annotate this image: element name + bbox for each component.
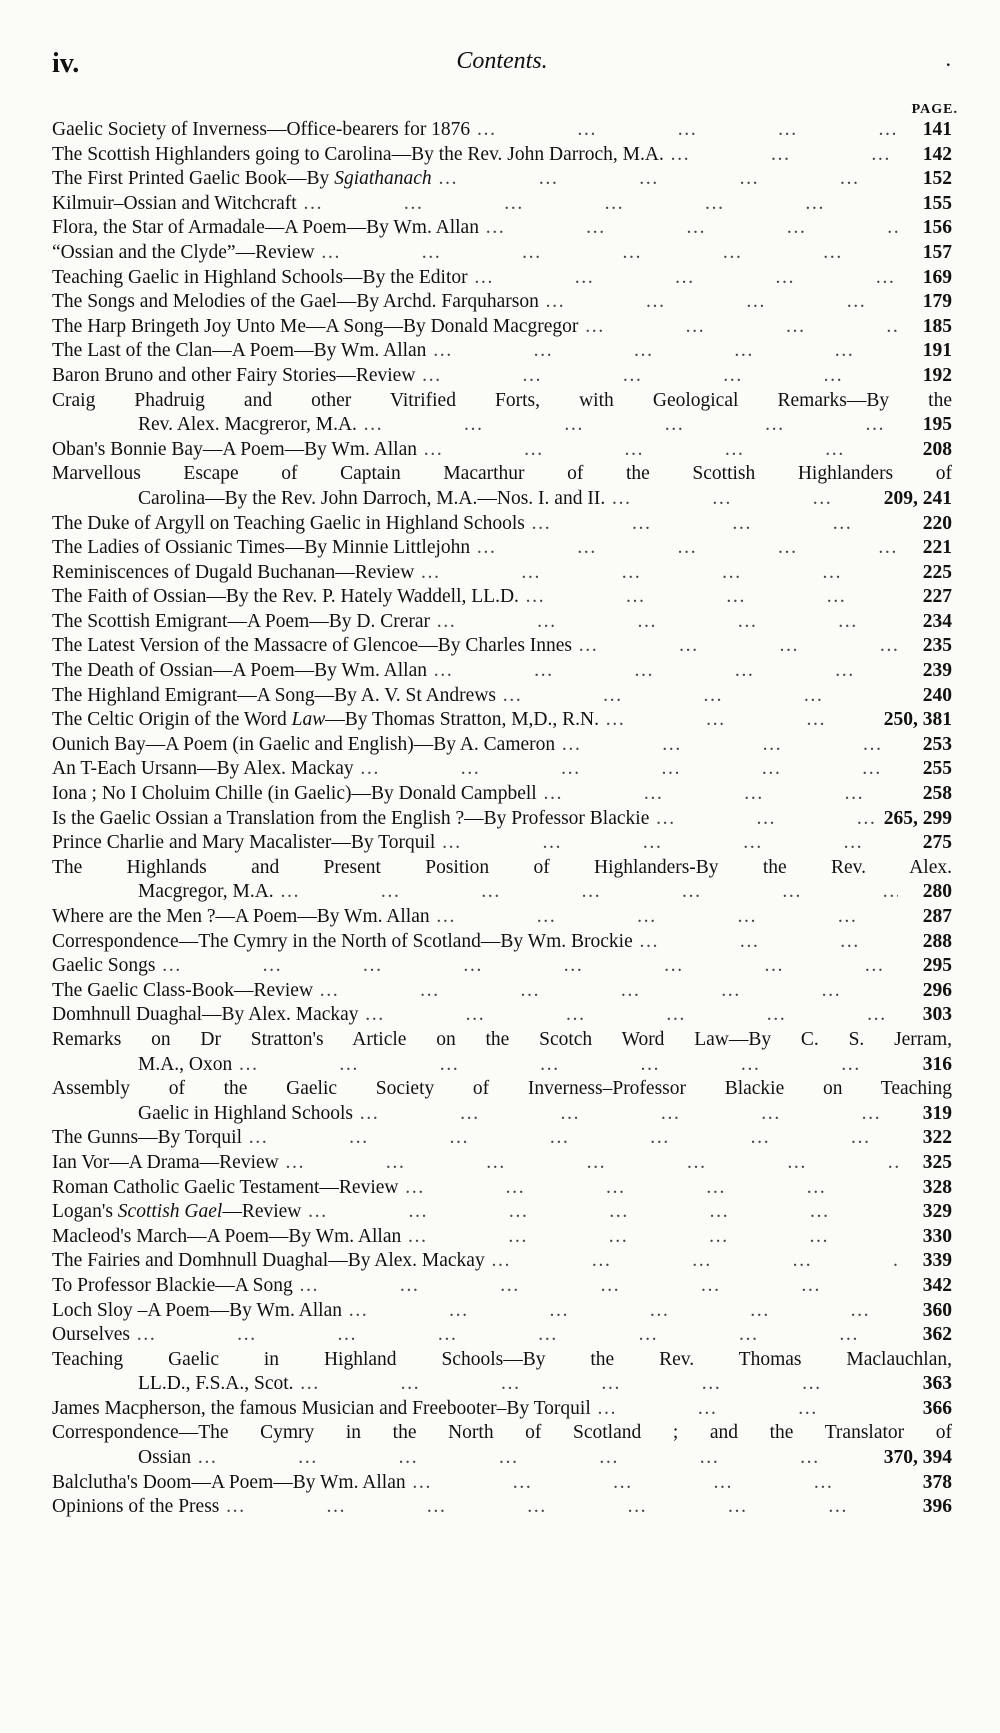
toc-entry-title: The Death of Ossian—A Poem—By Wm. Allan bbox=[52, 660, 427, 682]
toc-entry-page: 209, 241 bbox=[883, 487, 952, 509]
leader-dots bbox=[426, 339, 898, 364]
toc-entry-title: Flora, the Star of Armadale—A Poem—By Wm. Allan bbox=[52, 217, 479, 239]
leader-dots bbox=[633, 930, 898, 955]
toc-entry bbox=[52, 1200, 952, 1225]
leader-dots bbox=[414, 561, 898, 586]
toc-entry bbox=[52, 512, 952, 537]
toc-entry-page: 240 bbox=[922, 684, 952, 706]
toc-entry-page: 366 bbox=[922, 1397, 952, 1419]
toc-entry-title: Ounich Bay—A Poem (in Gaelic and English)—By A. Cameron bbox=[52, 733, 556, 755]
toc-entry bbox=[52, 1176, 952, 1201]
leader-dots bbox=[496, 684, 898, 709]
toc-entry-page: 328 bbox=[922, 1176, 952, 1198]
leader-dots bbox=[354, 757, 898, 782]
toc-entry bbox=[52, 1495, 952, 1520]
toc-entry-title: James Macpherson, the famous Musician and Freebooter–By Torquil bbox=[52, 1397, 591, 1419]
toc-entry bbox=[52, 930, 952, 955]
toc-entry-page: 330 bbox=[922, 1225, 952, 1247]
contents-page bbox=[52, 48, 958, 1520]
toc-entry bbox=[52, 266, 952, 291]
toc-entry bbox=[52, 1028, 952, 1077]
leader-dots bbox=[649, 807, 883, 832]
toc-entry-page: 303 bbox=[922, 1004, 952, 1026]
toc-entry bbox=[52, 364, 952, 389]
leader-dots bbox=[578, 315, 898, 340]
toc-entry-page: 227 bbox=[922, 586, 952, 608]
leader-dots bbox=[274, 880, 898, 905]
toc-entry-page: 155 bbox=[922, 192, 952, 214]
toc-entry-title: Reminiscences of Dugald Buchanan—Review bbox=[52, 561, 415, 583]
toc-entry bbox=[52, 1421, 952, 1470]
toc-entry-page: 157 bbox=[922, 241, 952, 263]
toc-entry-title: The Songs and Melodies of the Gael—By Archd. Farquharson bbox=[52, 291, 539, 313]
leader-dots bbox=[591, 1397, 898, 1422]
leader-dots bbox=[485, 1249, 898, 1274]
leader-dots bbox=[435, 831, 898, 856]
toc-entry bbox=[52, 339, 952, 364]
toc-entry bbox=[52, 1471, 952, 1496]
toc-entry-page: 265, 299 bbox=[883, 807, 952, 829]
leader-dots bbox=[353, 1102, 898, 1127]
toc-entry bbox=[52, 1397, 952, 1422]
toc-entry-title: An T-Each Ursann—By Alex. Mackay bbox=[52, 758, 354, 780]
toc-entry-page: 250, 381 bbox=[883, 709, 952, 731]
toc-entry bbox=[52, 905, 952, 930]
toc-entry-title: Where are the Men ?—A Poem—By Wm. Allan bbox=[52, 906, 430, 927]
leader-dots bbox=[297, 192, 898, 217]
toc-entry-page: 288 bbox=[922, 930, 952, 952]
toc-entry bbox=[52, 143, 952, 168]
toc-entry bbox=[52, 979, 952, 1004]
leader-dots bbox=[519, 585, 898, 610]
toc-entry-page: 362 bbox=[922, 1324, 952, 1346]
toc-entry bbox=[52, 315, 952, 340]
leader-dots bbox=[315, 241, 898, 266]
toc-entry bbox=[52, 192, 952, 217]
toc-entry-title: The Latest Version of the Massacre of Glencoe—By Charles Innes bbox=[52, 635, 573, 657]
toc-entry-page: 360 bbox=[922, 1299, 952, 1321]
toc-entry-page: 152 bbox=[922, 168, 952, 190]
leader-dots bbox=[357, 413, 898, 438]
toc-entry-page: 239 bbox=[922, 660, 952, 682]
leader-dots bbox=[342, 1299, 898, 1324]
toc-entry-page: 253 bbox=[922, 733, 952, 755]
toc-entry-title: The Fairies and Domhnull Duaghal—By Alex. Mackay bbox=[52, 1250, 485, 1272]
toc-entry-page: 396 bbox=[922, 1496, 952, 1518]
toc-entry-title: Loch Sloy –A Poem—By Wm. Allan bbox=[52, 1299, 342, 1321]
leader-dots bbox=[432, 167, 898, 192]
toc-entry-page: 192 bbox=[922, 364, 952, 386]
toc-entry bbox=[52, 708, 952, 733]
toc-entry-title: The First Printed Gaelic Book—By Sgiathanach bbox=[52, 168, 432, 190]
toc-entry-title: Opinions of the Press bbox=[52, 1496, 220, 1518]
toc-entry bbox=[52, 1151, 952, 1176]
toc-entry-page: 329 bbox=[922, 1201, 952, 1223]
leader-dots bbox=[470, 118, 898, 143]
toc-entry-title: Carolina—By the Rev. John Darroch, M.A.—Nos. I. and II. bbox=[138, 487, 606, 509]
leader-dots bbox=[430, 610, 898, 635]
leader-dots bbox=[525, 512, 898, 537]
leader-dots bbox=[537, 782, 898, 807]
toc-entry-title: Gaelic in Highland Schools bbox=[138, 1102, 354, 1124]
leader-dots bbox=[468, 266, 898, 291]
toc-entry-title: Iona ; No I Choluim Chille (in Gaelic)—By Donald Campbell bbox=[52, 783, 537, 805]
toc-entry-title: LL.D., F.S.A., Scot. bbox=[138, 1373, 294, 1395]
toc-entry-page: 342 bbox=[922, 1274, 952, 1296]
toc-entry-page: 191 bbox=[922, 340, 952, 362]
toc-entry bbox=[52, 462, 952, 511]
leader-dots bbox=[293, 1274, 898, 1299]
toc-entry-title: The Celtic Origin of the Word Law—By Thomas Stratton, M,D., R.N. bbox=[52, 709, 599, 731]
leader-dots bbox=[605, 487, 884, 512]
toc-entry-title: Oban's Bonnie Bay—A Poem—By Wm. Allan bbox=[52, 438, 417, 460]
leader-dots bbox=[398, 1176, 898, 1201]
leader-dots bbox=[219, 1495, 898, 1520]
toc-entry-page: 322 bbox=[922, 1127, 952, 1149]
leader-dots bbox=[539, 290, 898, 315]
toc-entry bbox=[52, 438, 952, 463]
toc-entry-title: The Gunns—By Torquil bbox=[52, 1127, 243, 1149]
toc-entry-page: 370, 394 bbox=[883, 1447, 952, 1469]
toc-entry-title: Kilmuir–Ossian and Witchcraft bbox=[52, 192, 297, 214]
toc-entry bbox=[52, 954, 952, 979]
toc-entry-page: 275 bbox=[922, 832, 952, 854]
toc-entry bbox=[52, 1323, 952, 1348]
toc-entry bbox=[52, 782, 952, 807]
leader-dots bbox=[664, 143, 898, 168]
toc-entry bbox=[52, 1249, 952, 1274]
toc-entry bbox=[52, 1348, 952, 1397]
toc-entry-page: 280 bbox=[922, 881, 952, 903]
toc-entry bbox=[52, 389, 952, 438]
toc-entry-title: Is the Gaelic Ossian a Translation from the English ?—By Professor Blackie bbox=[52, 807, 650, 829]
toc-entry bbox=[52, 1003, 952, 1028]
toc-entry-title: The Faith of Ossian—By the Rev. P. Hately Waddell, LL.D. bbox=[52, 586, 519, 608]
toc-entry-page: 169 bbox=[922, 266, 952, 288]
toc-entry-title: Ossian bbox=[138, 1447, 192, 1469]
toc-entry-title-italic: Law bbox=[291, 709, 326, 731]
toc-entry bbox=[52, 684, 952, 709]
page-column-label: PAGE. bbox=[911, 102, 958, 117]
toc-entry-title-line: Remarks on Dr Stratton's Article on the Scotch Word Law—By C. S. Jerram, bbox=[52, 1028, 952, 1050]
leader-dots bbox=[279, 1151, 898, 1176]
toc-entry-page: 295 bbox=[922, 955, 952, 977]
toc-entry-page: 363 bbox=[922, 1373, 952, 1395]
leader-dots bbox=[479, 216, 898, 241]
leader-dots bbox=[232, 1053, 898, 1078]
toc-entry-title: To Professor Blackie—A Song bbox=[52, 1274, 293, 1296]
toc-entry-title: Macleod's March—A Poem—By Wm. Allan bbox=[52, 1225, 402, 1247]
toc-entry-title: Baron Bruno and other Fairy Stories—Review bbox=[52, 364, 416, 386]
toc-entry bbox=[52, 290, 952, 315]
toc-entry-title: Macgregor, M.A. bbox=[138, 881, 274, 903]
folio-number: iv. bbox=[52, 48, 80, 79]
leader-dots bbox=[427, 659, 898, 684]
toc-entry-title: Ourselves bbox=[52, 1324, 130, 1346]
leader-dots bbox=[401, 1225, 898, 1250]
toc-entry-title-italic: Sgiathanach bbox=[334, 168, 432, 190]
toc-entry bbox=[52, 241, 952, 266]
toc-entry-page: 258 bbox=[922, 783, 952, 805]
toc-entry-title: The Scottish Emigrant—A Poem—By D. Crerar bbox=[52, 610, 431, 632]
leader-dots bbox=[406, 1471, 898, 1496]
toc-entry-title-line: Craig Phadruig and other Vitrified Forts, with Geological Remarks—By the bbox=[52, 389, 952, 411]
leader-dots bbox=[599, 708, 884, 733]
toc-entry-title: Rev. Alex. Macgreror, M.A. bbox=[138, 414, 357, 436]
toc-entry-page: 378 bbox=[922, 1471, 952, 1493]
toc-entry bbox=[52, 561, 952, 586]
toc-entry-page: 195 bbox=[922, 414, 952, 436]
toc-entry-title: Gaelic Songs bbox=[52, 955, 156, 977]
toc-entry-title-line: Assembly of the Gaelic Society of Inverness–Professor Blackie on Teaching bbox=[52, 1078, 952, 1100]
toc-entry bbox=[52, 831, 952, 856]
toc-entry-page: 156 bbox=[922, 217, 952, 239]
toc-entry bbox=[52, 118, 952, 143]
toc-entry-title: Ian Vor—A Drama—Review bbox=[52, 1151, 279, 1173]
toc-entry-title: Roman Catholic Gaelic Testament—Review bbox=[52, 1176, 399, 1198]
toc-entry-page: 179 bbox=[922, 291, 952, 313]
toc-entry-page: 319 bbox=[922, 1102, 952, 1124]
toc-entry-page: 235 bbox=[922, 635, 952, 657]
toc-entry-title: Logan's Scottish Gael—Review bbox=[52, 1201, 302, 1223]
toc-entry-title: “Ossian and the Clyde”—Review bbox=[52, 241, 315, 263]
leader-dots bbox=[155, 954, 898, 979]
toc-entry bbox=[52, 733, 952, 758]
toc-entry-page: 142 bbox=[922, 143, 952, 165]
leader-dots bbox=[430, 905, 898, 930]
toc-entry-page: 141 bbox=[922, 119, 952, 140]
toc-entry-title: Domhnull Duaghal—By Alex. Mackay bbox=[52, 1004, 359, 1026]
leader-dots bbox=[415, 364, 898, 389]
toc-entry-page: 339 bbox=[922, 1250, 952, 1272]
table-of-contents bbox=[52, 118, 952, 1520]
toc-entry-title: Gaelic Society of Inverness—Office-bearers for 1876 bbox=[52, 119, 471, 140]
toc-entry bbox=[52, 634, 952, 659]
toc-entry-page: 296 bbox=[922, 979, 952, 1001]
running-title: Contents. bbox=[456, 48, 548, 74]
toc-entry-title-line: Teaching Gaelic in Highland Schools—By the Rev. Thomas Maclauchlan, bbox=[52, 1348, 952, 1370]
leader-dots bbox=[572, 634, 898, 659]
toc-entry-title: The Gaelic Class-Book—Review bbox=[52, 979, 314, 1001]
leader-dots bbox=[191, 1446, 884, 1471]
leader-dots bbox=[301, 1200, 898, 1225]
toc-entry-page: 225 bbox=[922, 561, 952, 583]
toc-entry-title: The Ladies of Ossianic Times—By Minnie Littlejohn bbox=[52, 537, 471, 559]
toc-entry-title-line: Correspondence—The Cymry in the North of Scotland ; and the Translator of bbox=[52, 1422, 952, 1444]
toc-entry-page: 234 bbox=[922, 610, 952, 632]
toc-entry-title-line: The Highlands and Present Position of Highlanders-By the Rev. Alex. bbox=[52, 856, 952, 878]
toc-entry-page: 220 bbox=[922, 512, 952, 534]
toc-entry-title: The Highland Emigrant—A Song—By A. V. St Andrews bbox=[52, 684, 496, 706]
toc-entry-title: The Last of the Clan—A Poem—By Wm. Allan bbox=[52, 340, 427, 362]
toc-entry bbox=[52, 807, 952, 832]
toc-entry-title: The Duke of Argyll on Teaching Gaelic in Highland Schools bbox=[52, 512, 525, 534]
toc-entry-title: Balclutha's Doom—A Poem—By Wm. Allan bbox=[52, 1471, 406, 1493]
toc-entry-title: The Harp Bringeth Joy Unto Me—A Song—By Donald Macgregor bbox=[52, 315, 579, 337]
leader-dots bbox=[313, 979, 898, 1004]
toc-entry-page: 325 bbox=[922, 1151, 952, 1173]
toc-entry-title: M.A., Oxon bbox=[138, 1053, 233, 1075]
toc-entry-page: 255 bbox=[922, 758, 952, 780]
toc-entry bbox=[52, 1126, 952, 1151]
leader-dots bbox=[242, 1126, 898, 1151]
toc-entry bbox=[52, 610, 952, 635]
toc-entry-page: 287 bbox=[922, 906, 952, 927]
toc-entry-title: The Scottish Highlanders going to Carolina—By the Rev. John Darroch, M.A. bbox=[52, 143, 664, 165]
toc-entry bbox=[52, 659, 952, 684]
leader-dots bbox=[130, 1323, 898, 1348]
page-header: iv. Contents. · bbox=[52, 48, 952, 79]
toc-entry bbox=[52, 585, 952, 610]
toc-entry bbox=[52, 167, 952, 192]
toc-entry-title: Prince Charlie and Mary Macalister—By Torquil bbox=[52, 832, 436, 854]
toc-entry-title: Teaching Gaelic in Highland Schools—By the Editor bbox=[52, 266, 468, 288]
toc-entry-page: 221 bbox=[922, 537, 952, 559]
toc-entry-title-line: Marvellous Escape of Captain Macarthur of the Scottish Highlanders of bbox=[52, 463, 952, 485]
toc-entry bbox=[52, 757, 952, 782]
toc-entry bbox=[52, 1225, 952, 1250]
toc-entry-page: 208 bbox=[922, 438, 952, 460]
toc-entry bbox=[52, 216, 952, 241]
leader-dots bbox=[294, 1372, 898, 1397]
leader-dots bbox=[359, 1003, 898, 1028]
leader-dots bbox=[555, 733, 898, 758]
toc-entry-page: 316 bbox=[922, 1053, 952, 1075]
leader-dots bbox=[417, 438, 898, 463]
toc-entry bbox=[52, 1299, 952, 1324]
toc-entry-title-italic: Scottish Gael bbox=[117, 1201, 223, 1223]
leader-dots bbox=[470, 536, 898, 561]
toc-entry bbox=[52, 1077, 952, 1126]
toc-entry-title: Correspondence—The Cymry in the North of Scotland—By Wm. Brockie bbox=[52, 930, 633, 952]
toc-entry bbox=[52, 856, 952, 905]
toc-entry-page: 185 bbox=[922, 315, 952, 337]
toc-entry bbox=[52, 536, 952, 561]
toc-entry bbox=[52, 1274, 952, 1299]
